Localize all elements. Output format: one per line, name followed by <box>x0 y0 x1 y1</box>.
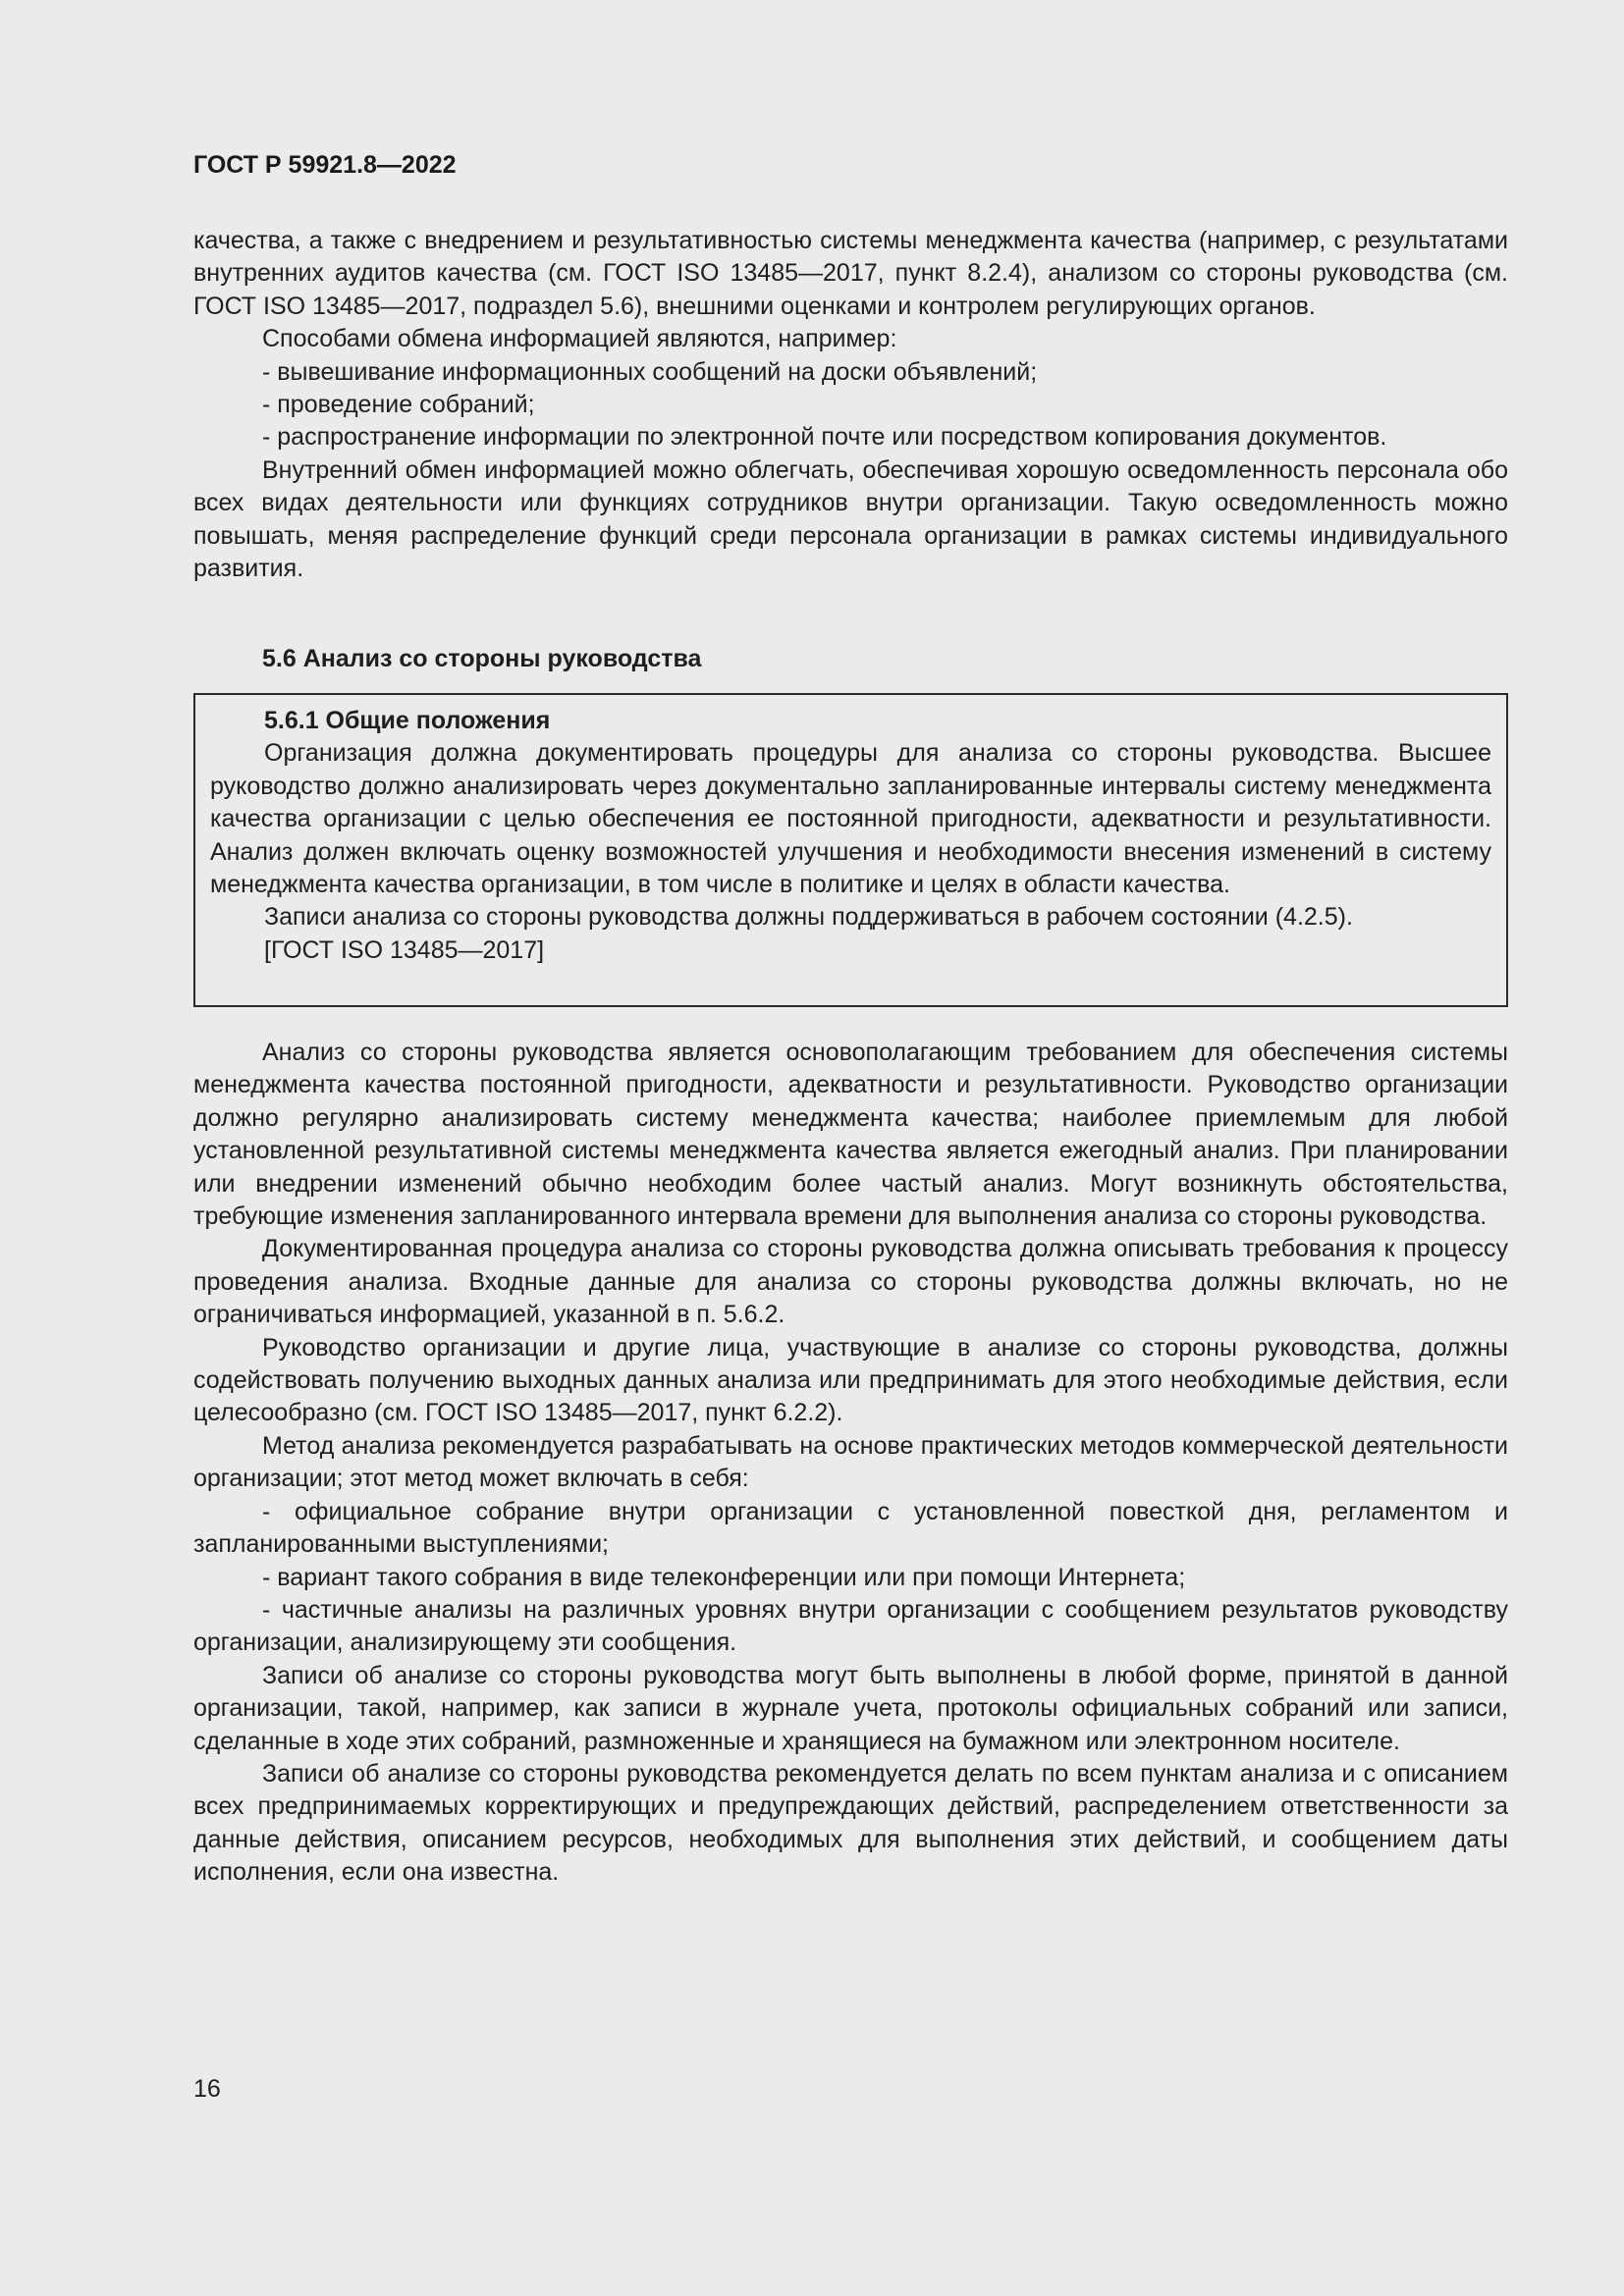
intro-paragraph: качества, а также с внедрением и результативностью системы менеджмента качества (например, с результатами внутренних аудитов качества (см. ГОСТ ISO 13485—2017, пункт 8.2.4), анализом со стороны руководства (см. ГОСТ ISO 13485—2017, подраздел 5.6), внешними оценками и контролем регулирующих органов. <box>193 227 1508 320</box>
main-paragraph: Руководство организации и другие лица, участвующие в анализе со стороны руководства, должны содействовать получению выходных данных анализа или предпринимать для этого необходимые действия, если целесообразно (см. ГОСТ ISO 13485—2017, пункт 6.2.2). <box>193 1333 1508 1427</box>
list-item: - проведение собраний; <box>262 391 535 419</box>
list-item: - распространение информации по электронной почте или посредством копирования документов. <box>262 423 1387 452</box>
intro-paragraph: Способами обмена информацией являются, например: <box>262 325 897 353</box>
quoted-standard-box <box>193 693 1508 1007</box>
main-paragraph: Анализ со стороны руководства является основополагающим требованием для обеспечения системы менеджмента качества постоянной пригодности, адекватности и результативности. Руководство организации должно регулярно анализировать систему менеджмента качества; наиболее приемлемым для любой установленной результативной системы менеджмента качества является ежегодный анализ. При планировании или внедрении изменений обычно необходим более частый анализ. Могут возникнуть обстоятельства, требующие изменения запланированного интервала времени для выполнения анализа со стороны руководства. <box>193 1039 1508 1231</box>
intro-paragraph: Внутренний обмен информацией можно облегчать, обеспечивая хорошую осведомленность персонала обо всех видах деятельности или функциях сотрудников внутри организации. Такую осведомленность можно повышать, меняя распределение функций среди персонала организации в рамках системы индивидуального развития. <box>193 455 1508 583</box>
list-item: - частичные анализы на различных уровнях внутри организации с сообщением результатов руководству организации, анализирующему эти сообщения. <box>193 1595 1508 1657</box>
list-item: - официальное собрание внутри организации с установленной повесткой дня, регламентом и запланированными выступлениями; <box>193 1497 1508 1559</box>
box-paragraph: Организация должна документировать процедуры для анализа со стороны руководства. Высшее руководство должно анализировать через документально запланированные интервалы систему менеджмента качества организации с целью обеспечения ее постоянной пригодности, адекватности и результативности. Анализ должен включать оценку возможностей улучшения и необходимости внесения изменений в систему менеджмента качества организации, в том числе в политике и целях в области качества. <box>210 739 1491 899</box>
list-item: - вывешивание информационных сообщений на доски объявлений; <box>262 357 1038 386</box>
main-paragraph: Документированная процедура анализа со стороны руководства должна описывать требования к процессу проведения анализа. Входные данные для анализа со стороны руководства должны включать, но не ограничиваться информацией, указанной в п. 5.6.2. <box>193 1235 1508 1329</box>
box-heading: 5.6.1 Общие положения <box>264 707 551 734</box>
box-reference: [ГОСТ ISO 13485—2017] <box>264 935 545 964</box>
main-text <box>193 1037 1508 1890</box>
list-item: - вариант такого собрания в виде телеконференции или при помощи Интернета; <box>262 1563 1186 1591</box>
page-number: 16 <box>193 2075 221 2103</box>
document-header: ГОСТ Р 59921.8—2022 <box>193 151 457 179</box>
section-heading: 5.6 Анализ со стороны руководства <box>262 645 702 672</box>
main-paragraph: Метод анализа рекомендуется разрабатывать на основе практических методов коммерческой деятельности организации; этот метод может включать в себя: <box>193 1431 1508 1493</box>
main-paragraph: Записи об анализе со стороны руководства могут быть выполнены в любой форме, принятой в данной организации, такой, например, как записи в журнале учета, протоколы официальных собраний или записи, сделанные в ходе этих собраний, размноженные и хранящиеся на бумажном или электронном носителе. <box>193 1661 1508 1755</box>
intro-text <box>193 225 1508 585</box>
main-paragraph: Записи об анализе со стороны руководства рекомендуется делать по всем пунктам анализа и с описанием всех предпринимаемых корректирующих и предупреждающих действий, распределением ответственности за данные действия, описанием ресурсов, необходимых для выполнения этих действий, и сообщением даты исполнения, если она известна. <box>193 1759 1508 1887</box>
box-paragraph: Записи анализа со стороны руководства должны поддерживаться в рабочем состоянии (4.2.5). <box>264 903 1353 932</box>
